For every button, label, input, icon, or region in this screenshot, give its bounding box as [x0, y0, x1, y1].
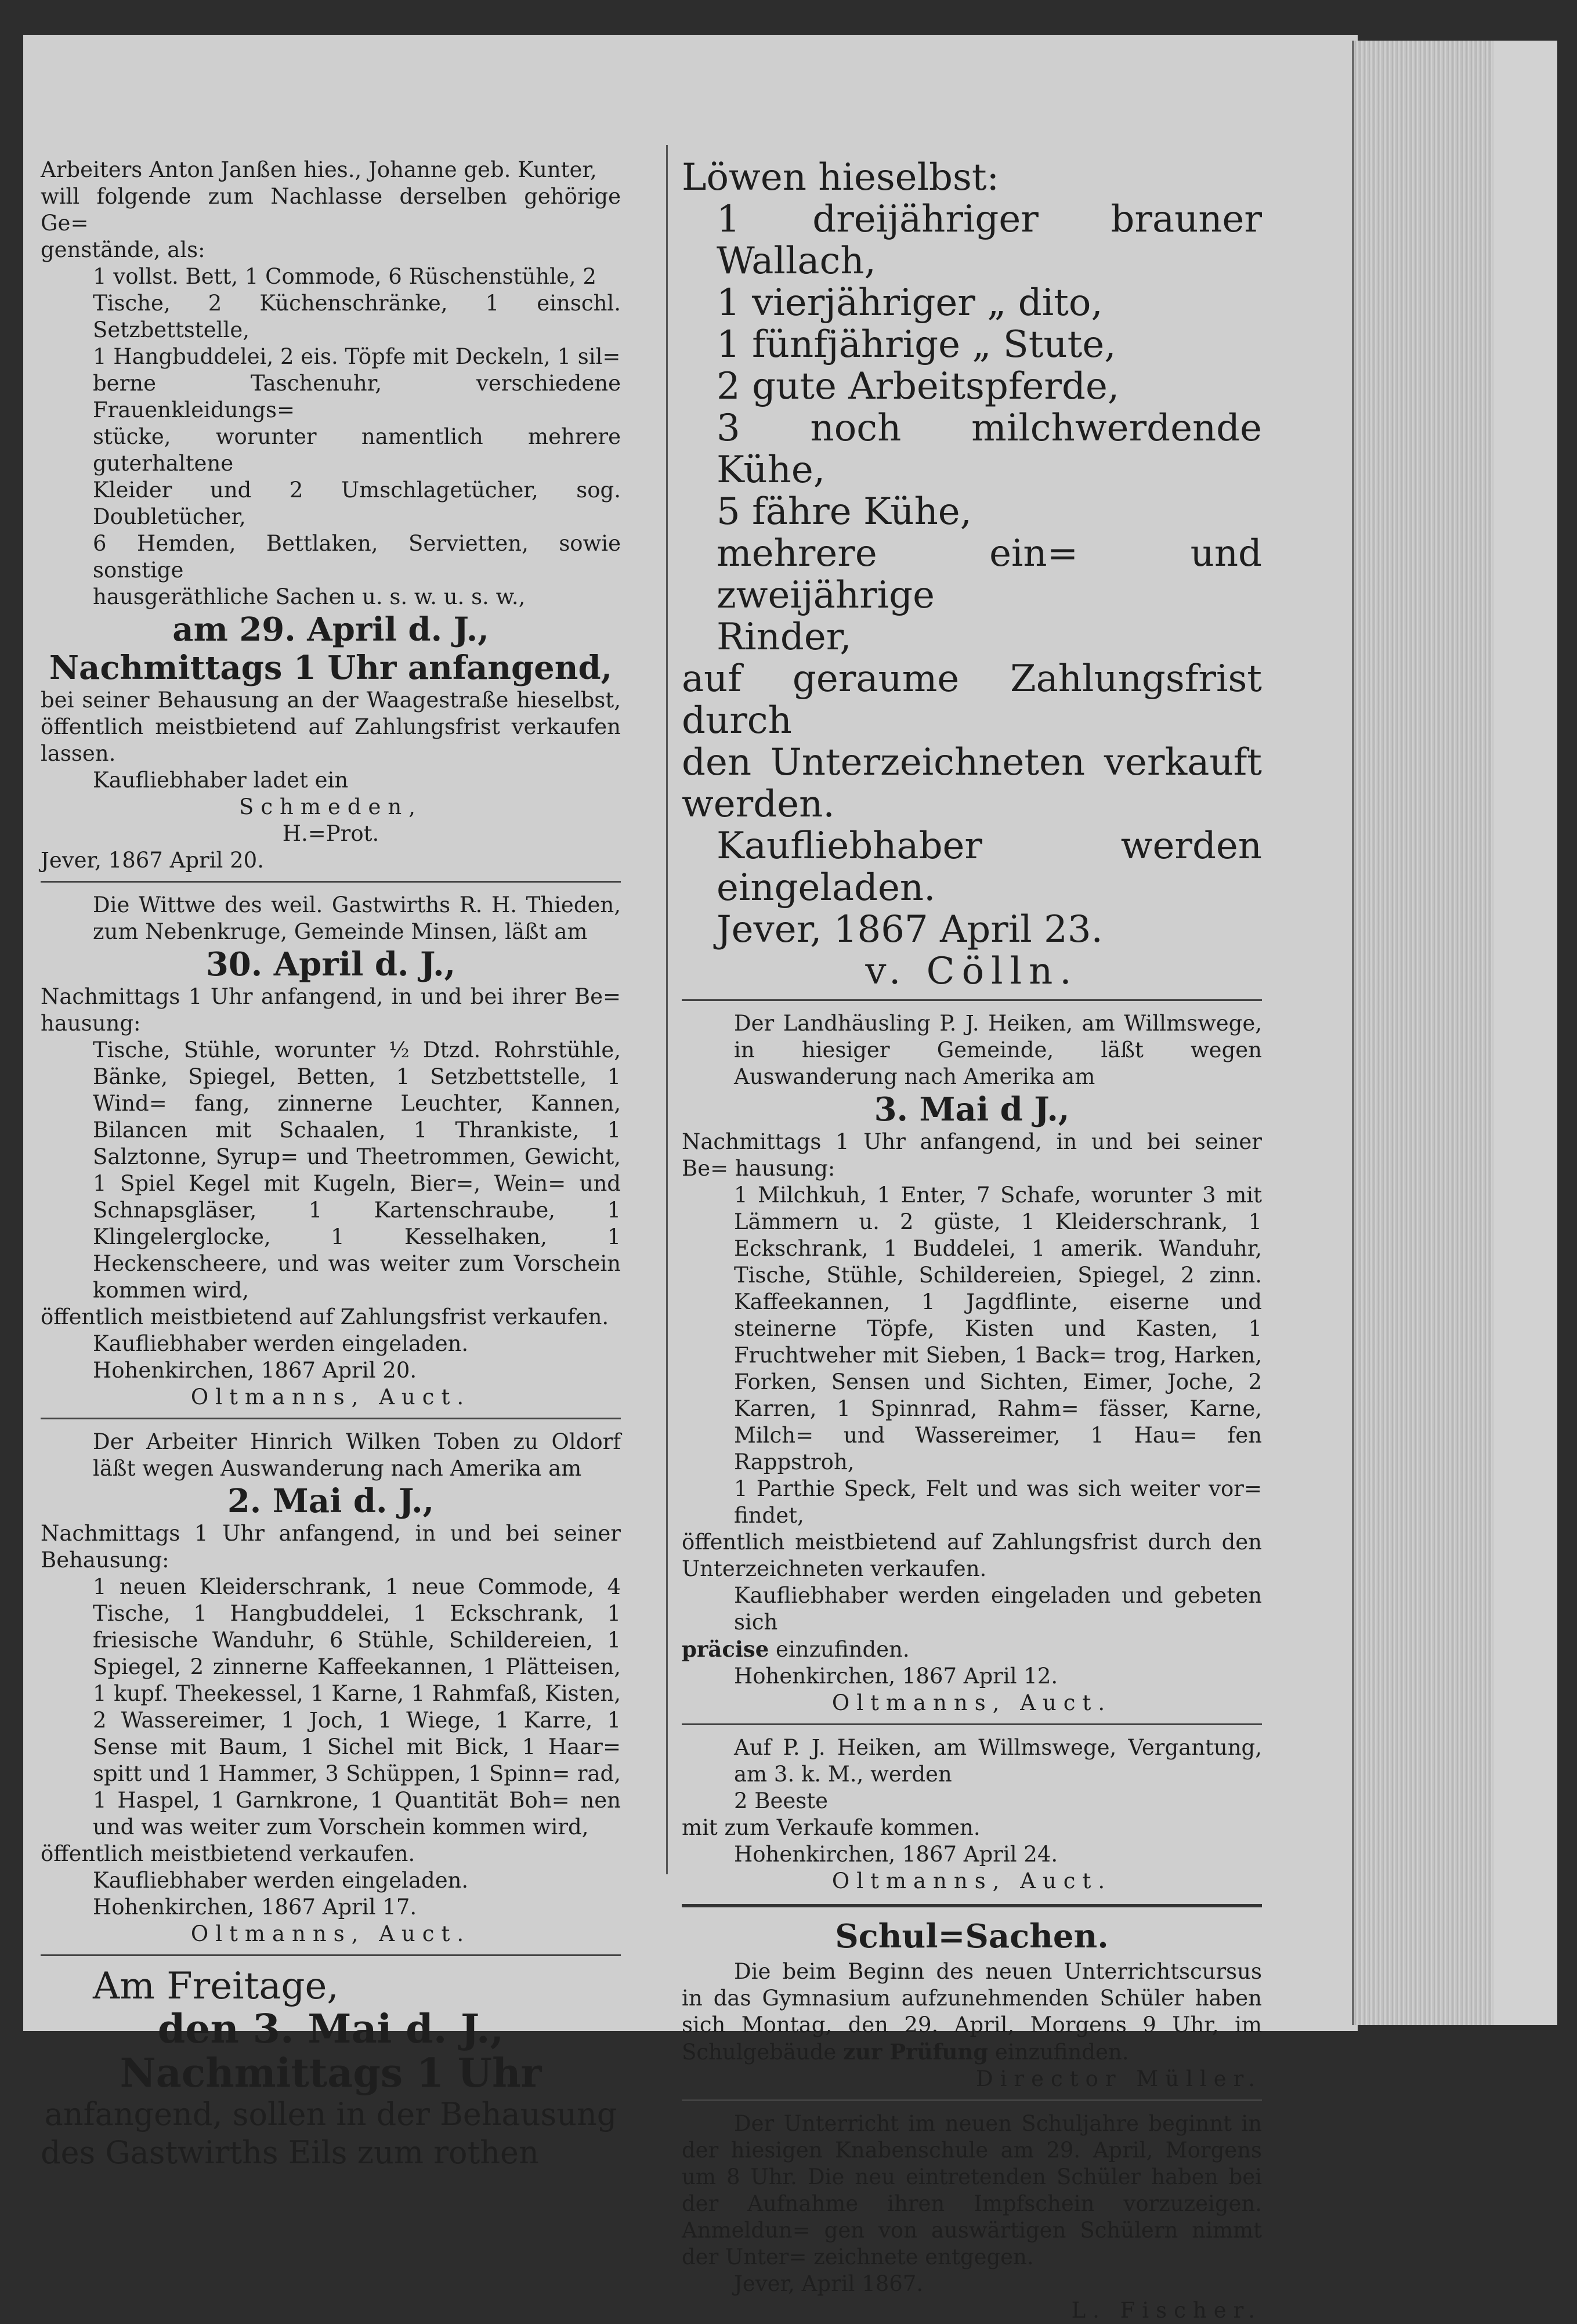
column-divider	[666, 145, 668, 1874]
notice-line: 1 Hangbuddelei, 2 eis. Töpfe mit Deckeln, 1 sil=	[93, 344, 621, 369]
school-section	[682, 1918, 1262, 2324]
section-heading: Schul=Sachen.	[835, 1917, 1109, 1956]
notice-place-date: Hohenkirchen, 1867 April 20.	[93, 1358, 417, 1383]
notice-divider	[41, 1954, 621, 1956]
notice-intro: Der Arbeiter Hinrich Wilken Toben zu Oldorf läßt wegen Auswanderung nach Amerika am	[93, 1429, 621, 1481]
auction-date: am 29. April d. J.,	[172, 610, 489, 649]
notice-divider	[41, 1418, 621, 1419]
auction-time: Nachmittags 1 Uhr anfangend, in und bei seiner Behausung:	[41, 1521, 621, 1573]
notice-divider	[682, 1723, 1262, 1725]
notice-invite-cont	[682, 1636, 1262, 1663]
notice-sale: öffentlich meistbietend auf Zahlungsfrist verkaufen.	[41, 1304, 609, 1329]
auction-notice-eils	[41, 1965, 621, 2172]
notice-signer: Oltmanns, Auct.	[190, 1385, 471, 1409]
notice-invite: Kaufliebhaber werden eingeladen.	[93, 1331, 469, 1356]
auction-date: den 3. Mai d. J.,	[157, 2006, 504, 2052]
notice-text: Die beim Beginn des neuen Unterrichtscursus in das Gymnasium aufzunehmenden Schüler haben sich Montag, den 29. April, Morgens 9 Uhr, im Schulgebäude	[682, 1959, 1262, 2065]
notice-line: 1 vollst. Bett, 1 Commode, 6 Rüschenstühle, 2	[93, 264, 596, 289]
auction-date: 3. Mai d J.,	[874, 1090, 1070, 1129]
emphasis-text: zur Prüfung	[843, 2039, 989, 2065]
notice-place-date: Jever, 1867 April 20.	[41, 848, 264, 873]
auction-notice-janssen	[41, 157, 621, 874]
auction-date: 30. April d. J.,	[205, 945, 456, 984]
section-divider	[682, 1904, 1262, 1907]
auction-time: Nachmittags 1 Uhr anfangend, in und bei ihrer Be= hausung:	[41, 984, 621, 1036]
left-column	[41, 157, 621, 2172]
notice-divider	[682, 999, 1262, 1001]
livestock-item: Rinder,	[717, 616, 852, 659]
notice-intro: Der Landhäusling P. J. Heiken, am Willmswege, in hiesiger Gemeinde, läßt wegen Auswanderung nach Amerika am	[734, 1011, 1262, 1089]
notice-line: auf geraume Zahlungsfrist durch	[682, 657, 1262, 742]
notice-items: 1 Parthie Speck, Felt und was sich weiter vor= findet,	[734, 1476, 1262, 1528]
livestock-item: 1 dreijähriger brauner Wallach,	[717, 198, 1262, 283]
right-column	[682, 157, 1262, 2324]
notice-line: des Gastwirths Eils zum rothen	[41, 2134, 539, 2171]
notice-place-date: Jever, April 1867.	[734, 2271, 924, 2296]
notice-place-date: Hohenkirchen, 1867 April 24.	[734, 1842, 1058, 1867]
auction-time: Nachmittags 1 Uhr anfangend, in und bei seiner Be= hausung:	[682, 1129, 1262, 1181]
notice-invite: Kaufliebhaber werden eingeladen.	[93, 1868, 469, 1893]
auction-notice-heiken-addendum	[682, 1734, 1262, 1895]
notice-text: einzufinden.	[988, 2040, 1129, 2065]
emphasis-text: präcise	[682, 1636, 769, 1662]
livestock-item: 1 vierjähriger „ dito,	[717, 281, 1103, 324]
auction-notice-eils-continued	[682, 157, 1262, 992]
auction-notice-toben	[41, 1429, 621, 1947]
livestock-item: 5 fähre Kühe,	[717, 490, 972, 533]
notice-signer: Oltmanns, Auct.	[190, 1921, 471, 1946]
book-page-edges	[1352, 41, 1557, 2025]
notice-line: Löwen hieselbst:	[682, 156, 1000, 199]
notice-signer: v. Cölln.	[865, 950, 1079, 993]
notice-signer: Schmeden,	[238, 794, 423, 819]
notice-place-date: Jever, 1867 April 23.	[717, 908, 1103, 951]
auction-notice-heiken	[682, 1010, 1262, 1716]
notice-invite: Kaufliebhaber werden eingeladen und gebeten sich	[734, 1583, 1262, 1635]
notice-invite: Kaufliebhaber werden eingeladen.	[717, 825, 1262, 909]
notice-signer-title: H.=Prot.	[282, 821, 379, 846]
notice-sale: öffentlich meistbietend auf Zahlungsfrist durch den Unterzeichneten verkaufen.	[682, 1530, 1262, 1581]
auction-date: 2. Mai d. J.,	[227, 1482, 435, 1520]
notice-invite: Kaufliebhaber ladet ein	[93, 768, 349, 793]
school-notice-gymnasium	[682, 1958, 1262, 2066]
auction-time: Nachmittags 1 Uhr	[120, 2050, 542, 2097]
notice-signer: L. Fischer.	[1071, 2298, 1262, 2323]
notice-intro: Auf P. J. Heiken, am Willmswege, Vergantung, am 3. k. M., werden	[734, 1735, 1262, 1787]
notice-sale: öffentlich meistbietend verkaufen.	[41, 1841, 415, 1866]
notice-sale: mit zum Verkaufe kommen.	[682, 1815, 981, 1840]
notice-items: 1 Milchkuh, 1 Enter, 7 Schafe, worunter 3 mit Lämmern u. 2 güste, 1 Kleiderschrank, 1 Eckschrank, 1 Buddelei, 1 amerik. Wanduhr, Tische, Stühle, Schildereien, Spiegel, 2 zinn. Kaffeekannen, 1 Jagdflinte, eiserne und steinerne Töpfe, Kisten und Kasten, 1 Fruchtweher mit Sieben, 1 Back= trog, Harken, Forken, Sensen und Sichten, Eimer, Joche, 2 Karren, 1 Spinnrad, Rahm= fässer, Karne, Milch= und Wassereimer, 1 Hau= fen Rappstroh,	[734, 1183, 1262, 1474]
notice-line: stücke, worunter namentlich mehrere guterhaltene	[93, 424, 621, 476]
notice-divider	[682, 2099, 1262, 2101]
school-notice-knabenschule: Der Unterricht im neuen Schuljahre beginnt in der hiesigen Knabenschule am 29. April, Morgens um 8 Uhr. Die neu eintretenden Schüler haben bei der Aufnahme ihren Impfschein vorzuzeigen. Anmeldun= gen von auswärtigen Schülern nimmt der Unter= zeichnete entgegen.	[682, 2111, 1262, 2269]
notice-line: Am Freitage,	[93, 1965, 339, 2008]
notice-line: berne Taschenuhr, verschiedene Frauenkleidungs=	[93, 371, 621, 422]
livestock-item: mehrere ein= und zweijährige	[717, 532, 1262, 617]
notice-line: hausgeräthliche Sachen u. s. w. u. s. w.,	[93, 584, 526, 609]
notice-signer: Oltmanns, Auct.	[831, 1868, 1112, 1893]
notice-line: genstände, als:	[41, 237, 205, 262]
notice-line: will folgende zum Nachlasse derselben gehörige Ge=	[41, 184, 621, 236]
notice-line: den Unterzeichneten verkauft werden.	[682, 741, 1262, 826]
notice-body: bei seiner Behausung an der Waagestraße hieselbst, öffentlich meistbietend auf Zahlungsfrist verkaufen lassen.	[41, 688, 621, 766]
auction-notice-thieden	[41, 892, 621, 1411]
notice-line: anfangend, sollen in der Behausung	[44, 2096, 617, 2133]
notice-intro: Die Wittwe des weil. Gastwirths R. H. Thieden, zum Nebenkruge, Gemeinde Minsen, läßt am	[93, 892, 621, 944]
notice-signer: Oltmanns, Auct.	[831, 1690, 1112, 1715]
notice-line: Kleider und 2 Umschlagetücher, sog. Doubletücher,	[93, 478, 621, 529]
livestock-item: 2 gute Arbeitspferde,	[717, 365, 1120, 408]
notice-signer: Director Müller.	[975, 2066, 1262, 2091]
notice-line: Tische, 2 Küchenschränke, 1 einschl. Setzbettstelle,	[93, 291, 621, 342]
notice-items: 2 Beeste	[734, 1788, 829, 1813]
notice-place-date: Hohenkirchen, 1867 April 17.	[93, 1895, 417, 1920]
auction-time: Nachmittags 1 Uhr anfangend,	[49, 649, 613, 687]
notice-divider	[41, 881, 621, 883]
notice-items: Tische, Stühle, worunter ½ Dtzd. Rohrstühle, Bänke, Spiegel, Betten, 1 Setzbettstelle, 1 Wind= fang, zinnerne Leuchter, Kannen, Bilancen mit Schaalen, 1 Thrankiste, 1 Salztonne, Syrup= und Theetrommen, Gewicht, 1 Spiel Kegel mit Kugeln, Bier=, Wein= und Schnapsgläser, 1 Kartenschraube, 1 Klingelerglocke, 1 Kesselhaken, 1 Heckenscheere, und was weiter zum Vorschein kommen wird,	[93, 1038, 621, 1303]
livestock-item: 3 noch milchwerdende Kühe,	[717, 407, 1262, 491]
livestock-item: 1 fünfjährige „ Stute,	[717, 323, 1116, 366]
notice-place-date: Hohenkirchen, 1867 April 12.	[734, 1664, 1058, 1689]
notice-line: 6 Hemden, Bettlaken, Servietten, sowie sonstige	[93, 531, 621, 583]
notice-line: Arbeiters Anton Janßen hies., Johanne geb. Kunter,	[41, 157, 597, 182]
notice-text: einzufinden.	[769, 1637, 910, 1662]
notice-items: 1 neuen Kleiderschrank, 1 neue Commode, 4 Tische, 1 Hangbuddelei, 1 Eckschrank, 1 friesische Wanduhr, 6 Stühle, Schildereien, 1 Spiegel, 2 zinnerne Kaffeekannen, 1 Plätteisen, 1 kupf. Theekessel, 1 Karne, 1 Rahmfaß, Kisten, 2 Wassereimer, 1 Joch, 1 Wiege, 1 Karre, 1 Sense mit Baum, 1 Sichel mit Bick, 1 Haar= spitt und 1 Hammer, 3 Schüppen, 1 Spinn= rad, 1 Haspel, 1 Garnkrone, 1 Quantität Boh= nen und was weiter zum Vorschein kommen wird,	[93, 1574, 621, 1839]
